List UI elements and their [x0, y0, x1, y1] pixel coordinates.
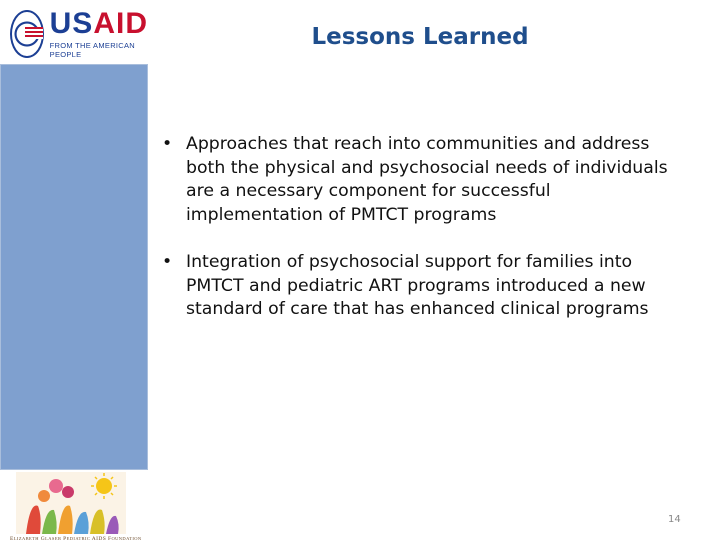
slide-title: Lessons Learned: [311, 24, 529, 50]
bullet-dot-icon: •: [162, 252, 173, 272]
bullet-text-2: Integration of psychosocial support for families into PMTCT and pediatric ART programs introduced a new standard of care that has enhanced clinical programs: [186, 252, 649, 319]
usaid-wordmark-text: USAID: [49, 7, 148, 40]
page-number: 14: [668, 514, 681, 525]
usaid-seal-icon: [10, 10, 44, 58]
bullet-text-1: Approaches that reach into communities and address both the physical and psychosocial needs of individuals are a necessary component for successful implementation of PMTCT programs: [186, 134, 668, 225]
egpaf-logo: [10, 472, 142, 546]
usaid-wordmark: [50, 9, 148, 59]
left-decorative-panel: [0, 64, 148, 470]
bullet-item-1: [162, 133, 682, 227]
usaid-logo: [8, 6, 148, 62]
egpaf-artwork-icon: [16, 472, 126, 534]
bullet-list: [162, 133, 682, 346]
bullet-dot-icon: •: [162, 134, 173, 154]
bullet-item-2: [162, 251, 682, 322]
usaid-tagline: FROM THE AMERICAN PEOPLE: [49, 41, 136, 59]
egpaf-caption: ELIZABETH GLASER PEDIATRIC AIDS FOUNDATION: [10, 536, 142, 542]
